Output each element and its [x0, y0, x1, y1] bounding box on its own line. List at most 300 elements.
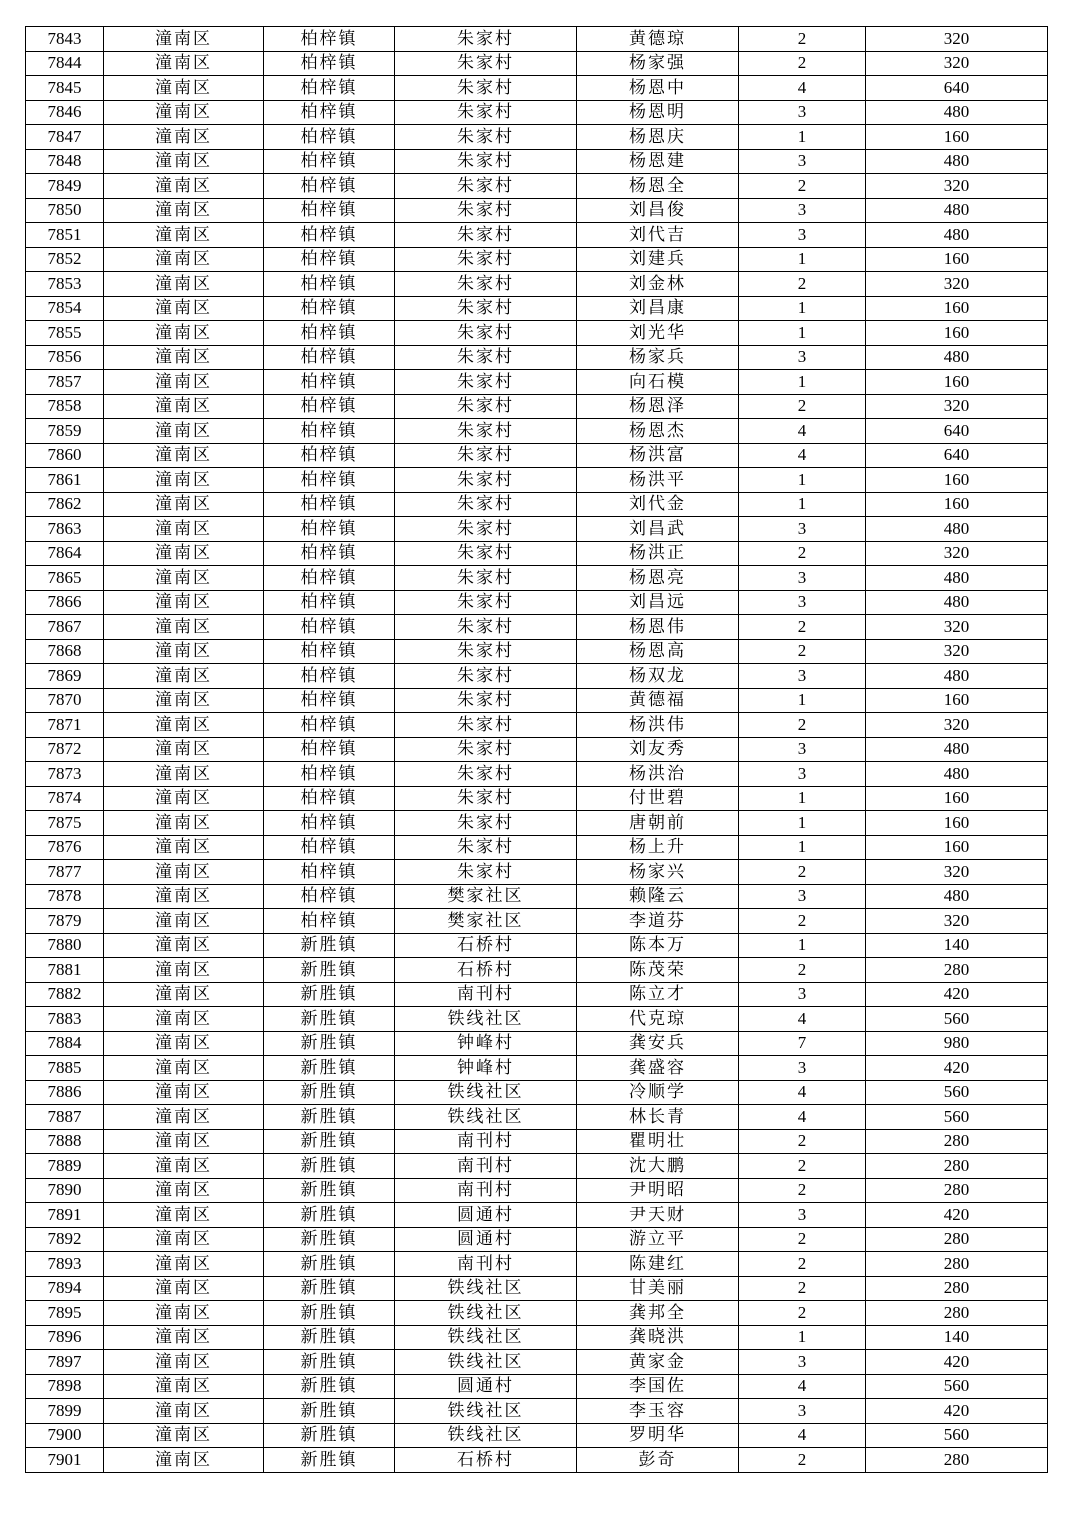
name-cell: 李国佐: [577, 1374, 739, 1399]
village-cell: 朱家村: [395, 174, 577, 199]
town-cell: 柏梓镇: [264, 174, 395, 199]
district-cell: 潼南区: [104, 1105, 264, 1130]
table-row: [26, 76, 1048, 101]
village-cell: 石桥村: [395, 958, 577, 983]
village-cell: 铁线社区: [395, 1325, 577, 1350]
household-count-cell: 3: [739, 1056, 866, 1081]
town-cell: 柏梓镇: [264, 394, 395, 419]
name-cell: 杨恩建: [577, 149, 739, 174]
table-row: [26, 615, 1048, 640]
amount-cell: 420: [866, 1350, 1048, 1375]
village-cell: 朱家村: [395, 468, 577, 493]
amount-cell: 160: [866, 321, 1048, 346]
village-cell: 朱家村: [395, 590, 577, 615]
town-cell: 新胜镇: [264, 1399, 395, 1424]
amount-cell: 420: [866, 1203, 1048, 1228]
row-number-cell: 7850: [26, 198, 104, 223]
amount-cell: 480: [866, 664, 1048, 689]
district-cell: 潼南区: [104, 786, 264, 811]
table-row: [26, 1423, 1048, 1448]
amount-cell: 280: [866, 1276, 1048, 1301]
amount-cell: 480: [866, 149, 1048, 174]
name-cell: 杨恩明: [577, 100, 739, 125]
village-cell: 铁线社区: [395, 1350, 577, 1375]
amount-cell: 160: [866, 468, 1048, 493]
row-number-cell: 7879: [26, 909, 104, 934]
name-cell: 黄家金: [577, 1350, 739, 1375]
row-number-cell: 7853: [26, 272, 104, 297]
amount-cell: 480: [866, 884, 1048, 909]
table-row: [26, 958, 1048, 983]
town-cell: 柏梓镇: [264, 615, 395, 640]
household-count-cell: 3: [739, 517, 866, 542]
row-number-cell: 7893: [26, 1252, 104, 1277]
table-row: [26, 909, 1048, 934]
amount-cell: 420: [866, 1056, 1048, 1081]
household-count-cell: 2: [739, 1129, 866, 1154]
household-count-cell: 1: [739, 125, 866, 150]
town-cell: 柏梓镇: [264, 566, 395, 591]
household-count-cell: 2: [739, 639, 866, 664]
amount-cell: 280: [866, 1301, 1048, 1326]
town-cell: 柏梓镇: [264, 762, 395, 787]
town-cell: 柏梓镇: [264, 517, 395, 542]
row-number-cell: 7884: [26, 1031, 104, 1056]
name-cell: 沈大鹏: [577, 1154, 739, 1179]
row-number-cell: 7874: [26, 786, 104, 811]
district-cell: 潼南区: [104, 1056, 264, 1081]
name-cell: 刘代金: [577, 492, 739, 517]
district-cell: 潼南区: [104, 198, 264, 223]
amount-cell: 640: [866, 419, 1048, 444]
table-row: [26, 811, 1048, 836]
village-cell: 朱家村: [395, 786, 577, 811]
row-number-cell: 7896: [26, 1325, 104, 1350]
household-count-cell: 2: [739, 27, 866, 52]
name-cell: 杨恩高: [577, 639, 739, 664]
town-cell: 柏梓镇: [264, 419, 395, 444]
town-cell: 柏梓镇: [264, 909, 395, 934]
town-cell: 新胜镇: [264, 1178, 395, 1203]
household-count-cell: 2: [739, 394, 866, 419]
household-count-cell: 4: [739, 76, 866, 101]
row-number-cell: 7870: [26, 688, 104, 713]
amount-cell: 320: [866, 174, 1048, 199]
row-number-cell: 7871: [26, 713, 104, 738]
name-cell: 刘昌武: [577, 517, 739, 542]
row-number-cell: 7854: [26, 296, 104, 321]
table-row: [26, 492, 1048, 517]
village-cell: 石桥村: [395, 1448, 577, 1473]
row-number-cell: 7878: [26, 884, 104, 909]
amount-cell: 980: [866, 1031, 1048, 1056]
town-cell: 柏梓镇: [264, 835, 395, 860]
table-row: [26, 100, 1048, 125]
amount-cell: 640: [866, 443, 1048, 468]
amount-cell: 320: [866, 541, 1048, 566]
name-cell: 尹天财: [577, 1203, 739, 1228]
amount-cell: 320: [866, 272, 1048, 297]
row-number-cell: 7846: [26, 100, 104, 125]
household-count-cell: 1: [739, 468, 866, 493]
table-row: [26, 419, 1048, 444]
village-cell: 石桥村: [395, 933, 577, 958]
name-cell: 刘金林: [577, 272, 739, 297]
amount-cell: 280: [866, 958, 1048, 983]
household-count-cell: 4: [739, 1080, 866, 1105]
household-count-cell: 2: [739, 272, 866, 297]
table-row: [26, 1178, 1048, 1203]
town-cell: 柏梓镇: [264, 370, 395, 395]
district-cell: 潼南区: [104, 1350, 264, 1375]
row-number-cell: 7880: [26, 933, 104, 958]
amount-cell: 320: [866, 639, 1048, 664]
district-cell: 潼南区: [104, 590, 264, 615]
name-cell: 杨洪治: [577, 762, 739, 787]
name-cell: 向石模: [577, 370, 739, 395]
district-cell: 潼南区: [104, 51, 264, 76]
name-cell: 杨洪平: [577, 468, 739, 493]
district-cell: 潼南区: [104, 247, 264, 272]
amount-cell: 560: [866, 1423, 1048, 1448]
household-count-cell: 1: [739, 296, 866, 321]
household-count-cell: 3: [739, 1399, 866, 1424]
town-cell: 新胜镇: [264, 1056, 395, 1081]
household-count-cell: 3: [739, 982, 866, 1007]
row-number-cell: 7875: [26, 811, 104, 836]
town-cell: 柏梓镇: [264, 590, 395, 615]
town-cell: 柏梓镇: [264, 247, 395, 272]
amount-cell: 320: [866, 909, 1048, 934]
district-cell: 潼南区: [104, 688, 264, 713]
household-count-cell: 1: [739, 370, 866, 395]
town-cell: 柏梓镇: [264, 125, 395, 150]
village-cell: 朱家村: [395, 639, 577, 664]
household-count-cell: 7: [739, 1031, 866, 1056]
town-cell: 柏梓镇: [264, 737, 395, 762]
table-row: [26, 566, 1048, 591]
name-cell: 杨恩中: [577, 76, 739, 101]
amount-cell: 560: [866, 1007, 1048, 1032]
district-cell: 潼南区: [104, 1301, 264, 1326]
amount-cell: 560: [866, 1105, 1048, 1130]
district-cell: 潼南区: [104, 1423, 264, 1448]
name-cell: 杨洪富: [577, 443, 739, 468]
town-cell: 柏梓镇: [264, 884, 395, 909]
town-cell: 柏梓镇: [264, 639, 395, 664]
district-cell: 潼南区: [104, 884, 264, 909]
village-cell: 南刊村: [395, 1154, 577, 1179]
row-number-cell: 7885: [26, 1056, 104, 1081]
village-cell: 樊家社区: [395, 909, 577, 934]
table-row: [26, 1350, 1048, 1375]
village-cell: 朱家村: [395, 615, 577, 640]
row-number-cell: 7876: [26, 835, 104, 860]
table-row: [26, 247, 1048, 272]
town-cell: 柏梓镇: [264, 786, 395, 811]
name-cell: 陈本万: [577, 933, 739, 958]
village-cell: 铁线社区: [395, 1423, 577, 1448]
district-cell: 潼南区: [104, 933, 264, 958]
row-number-cell: 7892: [26, 1227, 104, 1252]
name-cell: 冷顺学: [577, 1080, 739, 1105]
district-cell: 潼南区: [104, 737, 264, 762]
district-cell: 潼南区: [104, 1154, 264, 1179]
table-row: [26, 443, 1048, 468]
name-cell: 刘昌康: [577, 296, 739, 321]
name-cell: 龚盛容: [577, 1056, 739, 1081]
district-cell: 潼南区: [104, 468, 264, 493]
town-cell: 柏梓镇: [264, 811, 395, 836]
village-cell: 朱家村: [395, 149, 577, 174]
village-cell: 南刊村: [395, 982, 577, 1007]
town-cell: 柏梓镇: [264, 345, 395, 370]
row-number-cell: 7900: [26, 1423, 104, 1448]
household-count-cell: 3: [739, 566, 866, 591]
village-cell: 朱家村: [395, 541, 577, 566]
name-cell: 陈建红: [577, 1252, 739, 1277]
household-count-cell: 4: [739, 443, 866, 468]
table-row: [26, 933, 1048, 958]
amount-cell: 480: [866, 517, 1048, 542]
village-cell: 朱家村: [395, 762, 577, 787]
amount-cell: 320: [866, 860, 1048, 885]
table-row: [26, 51, 1048, 76]
town-cell: 柏梓镇: [264, 149, 395, 174]
district-cell: 潼南区: [104, 345, 264, 370]
household-count-cell: 1: [739, 492, 866, 517]
name-cell: 黄德琼: [577, 27, 739, 52]
row-number-cell: 7844: [26, 51, 104, 76]
village-cell: 钟峰村: [395, 1031, 577, 1056]
row-number-cell: 7886: [26, 1080, 104, 1105]
village-cell: 朱家村: [395, 76, 577, 101]
district-cell: 潼南区: [104, 1325, 264, 1350]
table-row: [26, 1252, 1048, 1277]
district-cell: 潼南区: [104, 1129, 264, 1154]
table-row: [26, 125, 1048, 150]
row-number-cell: 7901: [26, 1448, 104, 1473]
row-number-cell: 7845: [26, 76, 104, 101]
town-cell: 柏梓镇: [264, 27, 395, 52]
village-cell: 朱家村: [395, 688, 577, 713]
row-number-cell: 7843: [26, 27, 104, 52]
village-cell: 铁线社区: [395, 1080, 577, 1105]
table-row: [26, 1276, 1048, 1301]
name-cell: 杨双龙: [577, 664, 739, 689]
town-cell: 新胜镇: [264, 1154, 395, 1179]
row-number-cell: 7899: [26, 1399, 104, 1424]
name-cell: 李道芬: [577, 909, 739, 934]
table-row: [26, 1007, 1048, 1032]
district-cell: 潼南区: [104, 566, 264, 591]
name-cell: 甘美丽: [577, 1276, 739, 1301]
district-cell: 潼南区: [104, 909, 264, 934]
table-row: [26, 517, 1048, 542]
household-count-cell: 1: [739, 786, 866, 811]
household-count-cell: 1: [739, 688, 866, 713]
town-cell: 柏梓镇: [264, 492, 395, 517]
district-cell: 潼南区: [104, 370, 264, 395]
name-cell: 李玉容: [577, 1399, 739, 1424]
row-number-cell: 7891: [26, 1203, 104, 1228]
town-cell: 柏梓镇: [264, 713, 395, 738]
district-cell: 潼南区: [104, 1031, 264, 1056]
village-cell: 铁线社区: [395, 1105, 577, 1130]
household-count-cell: 3: [739, 1350, 866, 1375]
table-row: [26, 835, 1048, 860]
household-count-cell: 2: [739, 174, 866, 199]
village-cell: 铁线社区: [395, 1399, 577, 1424]
district-cell: 潼南区: [104, 1252, 264, 1277]
district-cell: 潼南区: [104, 639, 264, 664]
amount-cell: 320: [866, 615, 1048, 640]
district-cell: 潼南区: [104, 1178, 264, 1203]
row-number-cell: 7898: [26, 1374, 104, 1399]
district-cell: 潼南区: [104, 125, 264, 150]
village-cell: 朱家村: [395, 125, 577, 150]
town-cell: 新胜镇: [264, 1374, 395, 1399]
name-cell: 杨家强: [577, 51, 739, 76]
town-cell: 新胜镇: [264, 1325, 395, 1350]
village-cell: 圆通村: [395, 1203, 577, 1228]
name-cell: 付世碧: [577, 786, 739, 811]
amount-cell: 160: [866, 296, 1048, 321]
district-cell: 潼南区: [104, 664, 264, 689]
amount-cell: 480: [866, 223, 1048, 248]
row-number-cell: 7883: [26, 1007, 104, 1032]
district-cell: 潼南区: [104, 517, 264, 542]
row-number-cell: 7894: [26, 1276, 104, 1301]
row-number-cell: 7848: [26, 149, 104, 174]
village-cell: 铁线社区: [395, 1007, 577, 1032]
amount-cell: 280: [866, 1448, 1048, 1473]
table-row: [26, 639, 1048, 664]
village-cell: 铁线社区: [395, 1301, 577, 1326]
row-number-cell: 7868: [26, 639, 104, 664]
village-cell: 朱家村: [395, 566, 577, 591]
village-cell: 朱家村: [395, 737, 577, 762]
table-row: [26, 394, 1048, 419]
household-count-cell: 3: [739, 762, 866, 787]
village-cell: 朱家村: [395, 419, 577, 444]
village-cell: 南刊村: [395, 1178, 577, 1203]
district-cell: 潼南区: [104, 443, 264, 468]
amount-cell: 160: [866, 786, 1048, 811]
household-count-cell: 3: [739, 737, 866, 762]
table-row: [26, 1080, 1048, 1105]
household-count-cell: 2: [739, 1178, 866, 1203]
village-cell: 朱家村: [395, 321, 577, 346]
household-count-cell: 2: [739, 51, 866, 76]
name-cell: 杨恩亮: [577, 566, 739, 591]
town-cell: 柏梓镇: [264, 541, 395, 566]
table-row: [26, 860, 1048, 885]
household-count-cell: 2: [739, 1252, 866, 1277]
amount-cell: 280: [866, 1178, 1048, 1203]
village-cell: 钟峰村: [395, 1056, 577, 1081]
amount-cell: 160: [866, 811, 1048, 836]
amount-cell: 480: [866, 345, 1048, 370]
village-cell: 朱家村: [395, 100, 577, 125]
town-cell: 柏梓镇: [264, 443, 395, 468]
household-count-cell: 1: [739, 811, 866, 836]
household-count-cell: 2: [739, 1448, 866, 1473]
district-cell: 潼南区: [104, 958, 264, 983]
table-row: [26, 1056, 1048, 1081]
district-cell: 潼南区: [104, 492, 264, 517]
village-cell: 南刊村: [395, 1252, 577, 1277]
amount-cell: 320: [866, 51, 1048, 76]
table-row: [26, 982, 1048, 1007]
row-number-cell: 7861: [26, 468, 104, 493]
district-cell: 潼南区: [104, 1448, 264, 1473]
household-count-cell: 2: [739, 1276, 866, 1301]
town-cell: 新胜镇: [264, 1276, 395, 1301]
district-cell: 潼南区: [104, 223, 264, 248]
amount-cell: 320: [866, 27, 1048, 52]
town-cell: 新胜镇: [264, 1080, 395, 1105]
village-cell: 朱家村: [395, 835, 577, 860]
village-cell: 朱家村: [395, 223, 577, 248]
amount-cell: 160: [866, 247, 1048, 272]
household-count-cell: 3: [739, 590, 866, 615]
town-cell: 柏梓镇: [264, 468, 395, 493]
table-row: [26, 321, 1048, 346]
household-count-cell: 3: [739, 345, 866, 370]
amount-cell: 480: [866, 100, 1048, 125]
table-row: [26, 174, 1048, 199]
amount-cell: 480: [866, 566, 1048, 591]
table-row: [26, 1203, 1048, 1228]
village-cell: 朱家村: [395, 51, 577, 76]
table-row: [26, 1105, 1048, 1130]
amount-cell: 140: [866, 933, 1048, 958]
name-cell: 陈茂荣: [577, 958, 739, 983]
household-count-cell: 3: [739, 149, 866, 174]
district-cell: 潼南区: [104, 27, 264, 52]
district-cell: 潼南区: [104, 419, 264, 444]
household-count-cell: 1: [739, 933, 866, 958]
table-row: [26, 1031, 1048, 1056]
name-cell: 罗明华: [577, 1423, 739, 1448]
name-cell: 代克琼: [577, 1007, 739, 1032]
name-cell: 杨恩全: [577, 174, 739, 199]
town-cell: 柏梓镇: [264, 223, 395, 248]
amount-cell: 480: [866, 198, 1048, 223]
household-count-cell: 2: [739, 713, 866, 738]
row-number-cell: 7859: [26, 419, 104, 444]
table-row: [26, 1399, 1048, 1424]
row-number-cell: 7897: [26, 1350, 104, 1375]
row-number-cell: 7849: [26, 174, 104, 199]
amount-cell: 420: [866, 1399, 1048, 1424]
household-count-cell: 3: [739, 664, 866, 689]
name-cell: 杨恩泽: [577, 394, 739, 419]
amount-cell: 160: [866, 492, 1048, 517]
amount-cell: 320: [866, 394, 1048, 419]
district-cell: 潼南区: [104, 76, 264, 101]
name-cell: 杨洪伟: [577, 713, 739, 738]
row-number-cell: 7864: [26, 541, 104, 566]
name-cell: 龚安兵: [577, 1031, 739, 1056]
row-number-cell: 7866: [26, 590, 104, 615]
name-cell: 彭奇: [577, 1448, 739, 1473]
name-cell: 刘昌俊: [577, 198, 739, 223]
amount-cell: 280: [866, 1227, 1048, 1252]
row-number-cell: 7847: [26, 125, 104, 150]
table-row: [26, 223, 1048, 248]
